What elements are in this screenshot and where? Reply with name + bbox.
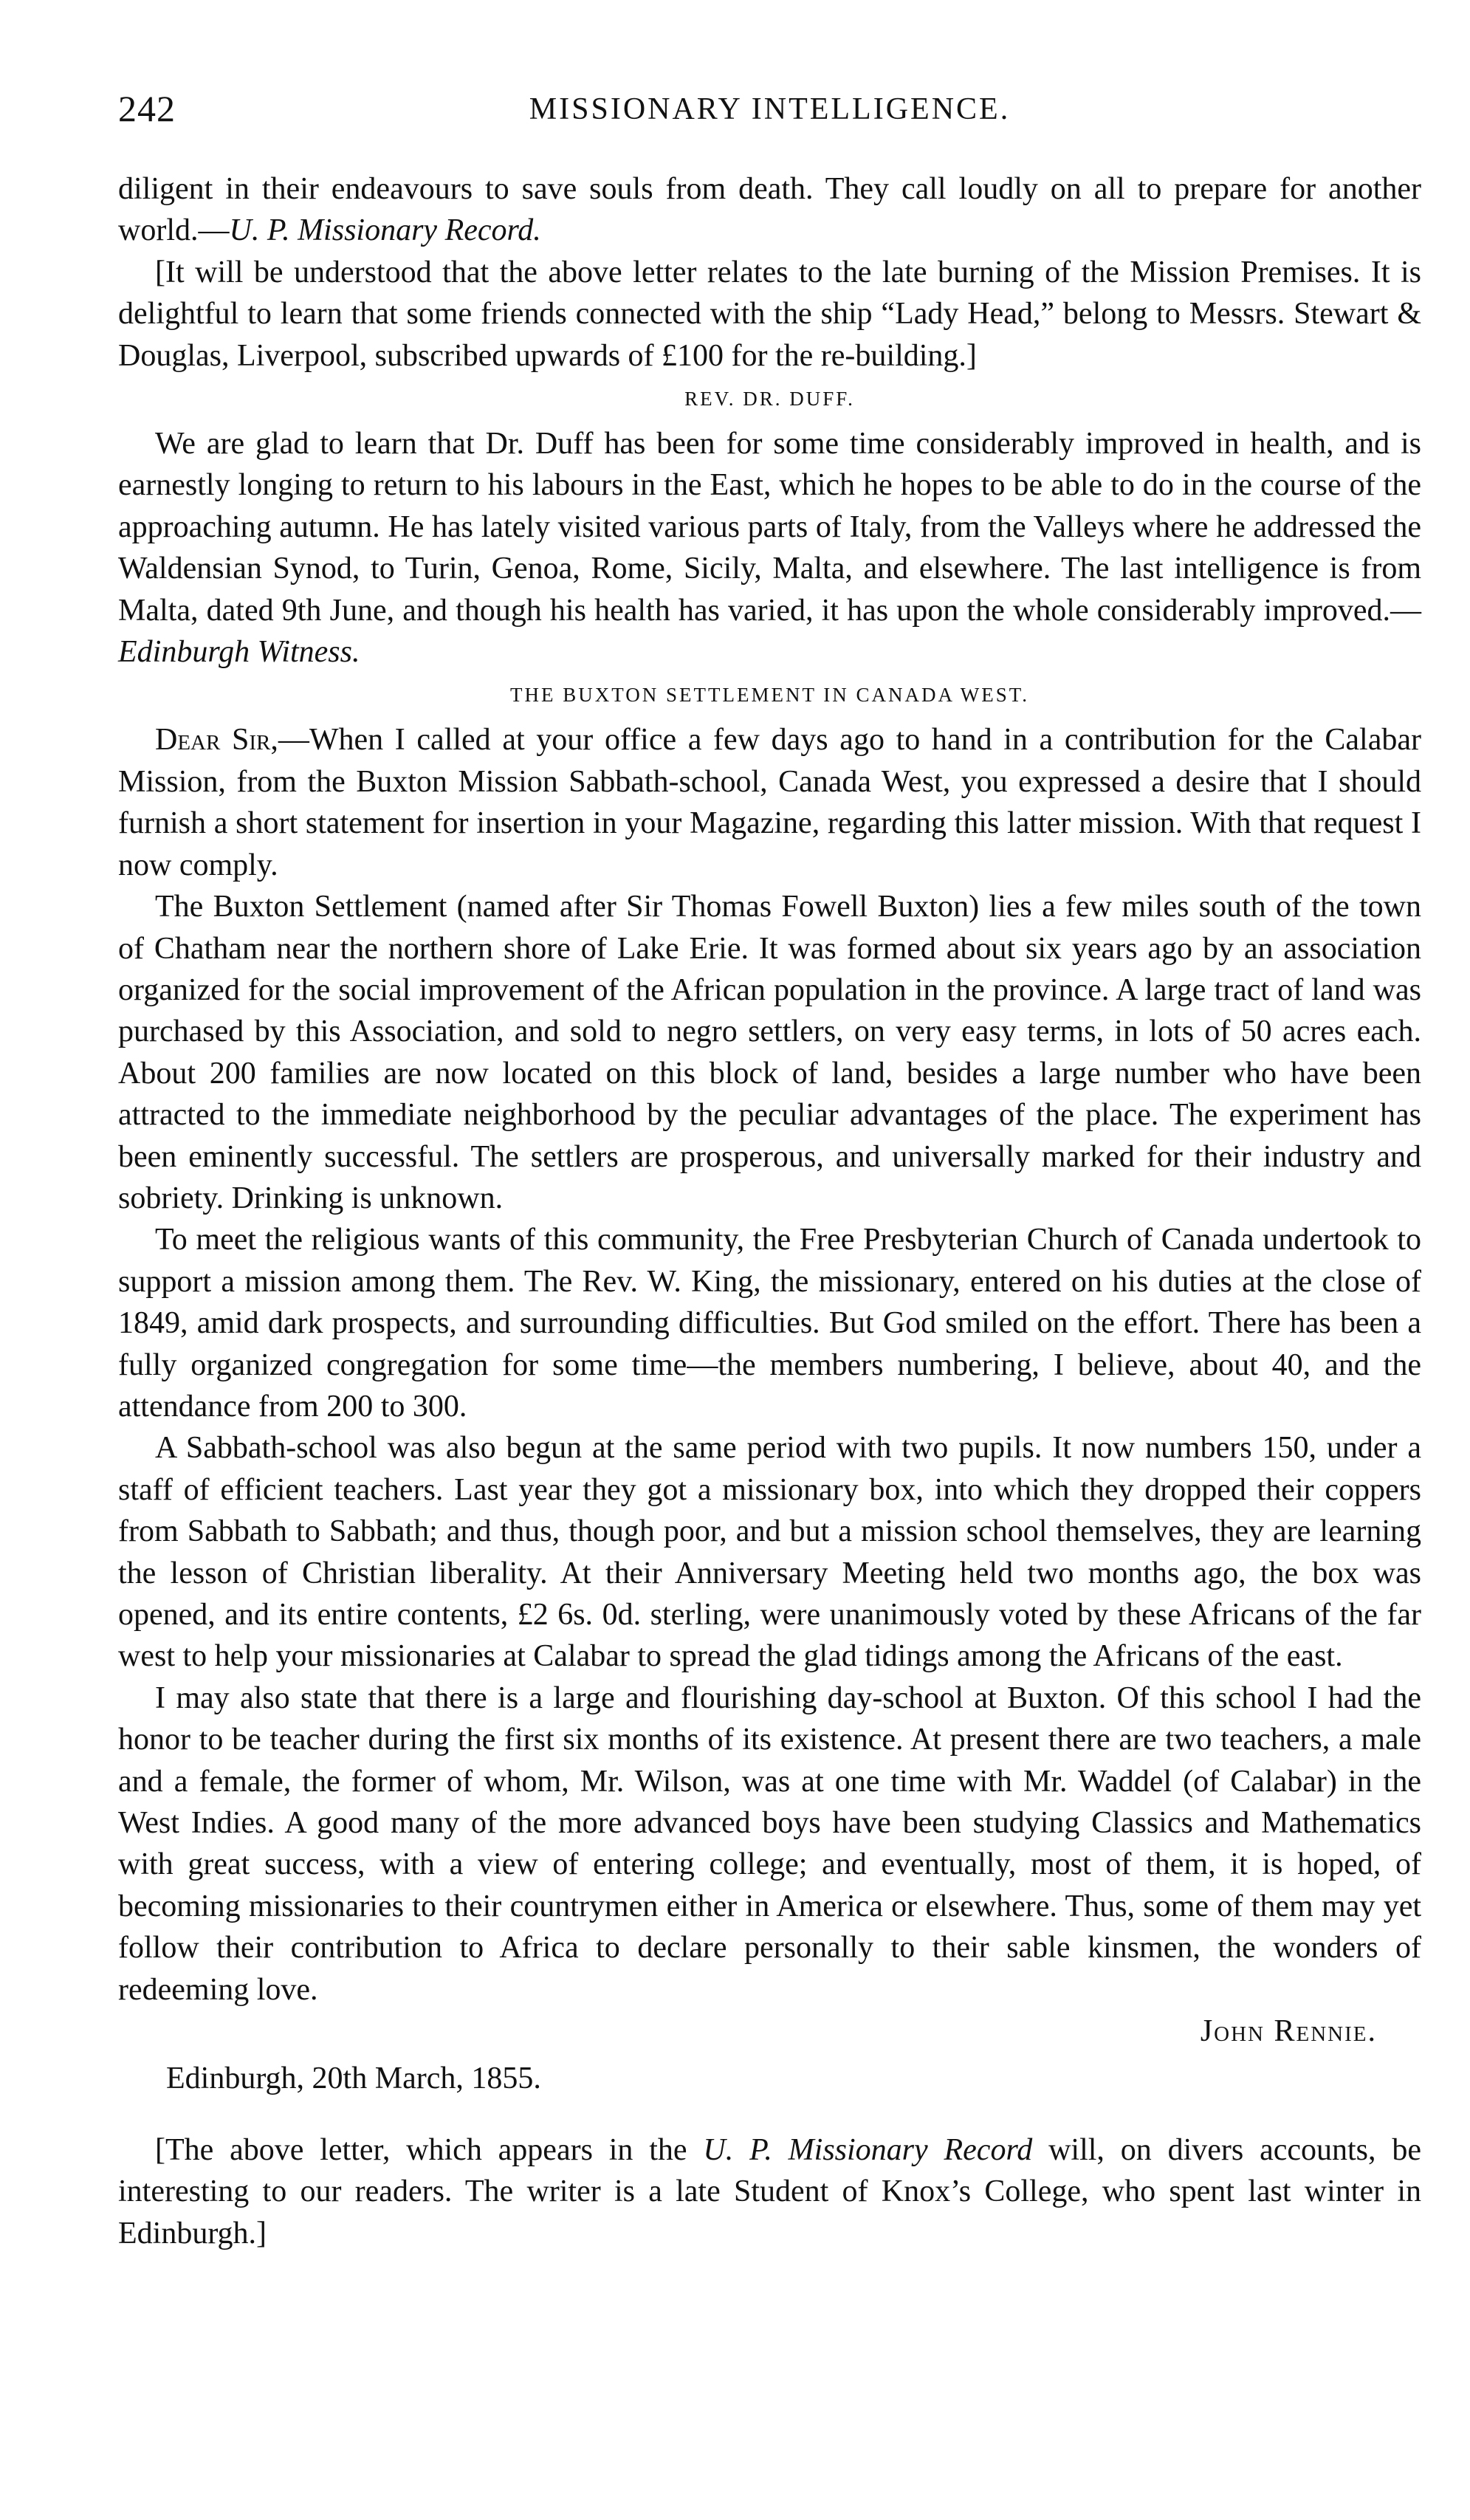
source-citation: Edinburgh Witness.: [118, 635, 360, 670]
continued-text: diligent in their endeavours to save souls from death. They call loudly on all to prepare for another world.—: [118, 172, 1421, 248]
letter-paragraph: To meet the religious wants of this community, the Free Presbyterian Church of Canada undertook to support a mission among them. The Rev. W. King, the missionary, entered on his duties at the close of 1849, amid dark prospects, and surrounding difficulties. But God smiled on the effort. There has been a fully organized congregation for some time—the members numbering, I believe, about 40, and the attendance from 200 to 300.: [118, 1223, 1421, 1424]
running-title: MISSIONARY INTELLIGENCE.: [529, 92, 1011, 126]
salutation: Dear Sir,: [155, 723, 278, 758]
letter-text: —When I called at your office a few days ago to hand in a contribution for the Calabar Mission, from the Buxton Mission Sabbath-school, Canada West, you expressed a desire that I should furnish a short statement for insertion in your Magazine, regarding this latter mission. With that request I now comply.: [118, 723, 1421, 882]
page-content: [118, 168, 1421, 2254]
closing-note: [118, 2129, 1421, 2254]
letter-paragraph: A Sabbath-school was also begun at the same period with two pupils. It now numbers 150, under a staff of efficient teachers. Last year they got a missionary box, into which they dropped their coppers from Sabbath to Sabbath; and thus, though poor, and but a mission school themselves, they are learning the lesson of Christian liberality. At their Anniversary Meeting held two months ago, the box was opened, and its entire contents, £2 6s. 0d. sterling, were unanimously voted by these Africans of the far west to help your missionaries at Calabar to spread the glad tidings among the Africans of the east.: [118, 1431, 1421, 1674]
page-number: 242: [118, 88, 176, 129]
page-header: [118, 87, 1421, 131]
dateline: Edinburgh, 20th March, 1855.: [166, 2061, 541, 2096]
section-heading-buxton: THE BUXTON SETTLEMENT IN CANADA WEST.: [510, 684, 1029, 707]
signature: John Rennie.: [1200, 2014, 1377, 2049]
duff-body: We are glad to learn that Dr. Duff has been for some time considerably improved in health, and is earnestly longing to return to his labours in the East, which he hopes to be able to do in the course of the approaching autumn. He has lately visited various parts of Italy, from the Valleys where he addressed the Waldensian Synod, to Turin, Genoa, Rome, Sicily, Malta, and elsewhere. The last intelligence is from Malta, dated 9th June, and though his health has varied, it has upon the whole considerably improved.—: [118, 427, 1421, 628]
note-text: will, on divers accounts, be interesting to our readers. The writer is a late Student of Knox’s College, who spent last winter in Edinburgh.]: [118, 2132, 1422, 2251]
note-text: [The above letter, which appears in the: [155, 2132, 704, 2167]
letter-paragraph: [118, 719, 1421, 886]
letter-paragraph: The Buxton Settlement (named after Sir Thomas Fowell Buxton) lies a few miles south of the town of Chatham near the northern shore of Lake Erie. It was formed about six years ago by an association organized for the social improvement of the African population in the province. A large tract of land was purchased by this Association, and sold to negro settlers, on very easy terms, in lots of 50 acres each. About 200 families are now located on this block of land, besides a large number who have been attracted to the immediate neighborhood by the peculiar advantages of the place. The experiment has been eminently successful. The settlers are prosperous, and universally marked for their industry and sobriety. Drinking is unknown.: [118, 890, 1421, 1215]
letter-paragraph: I may also state that there is a large and flourishing day-school at Buxton. Of this school I had the honor to be teacher during the first six months of its existence. At present there are two teachers, a male and a female, the former of whom, Mr. Wilson, was at one time with Mr. Waddel (of Calabar) in the West Indies. A good many of the more advanced boys have been studying Classics and Mathematics with great success, with a view of entering college; and eventually, most of them, it is hoped, of becoming missionaries to their countrymen either in America or elsewhere. Thus, some of them may yet follow their contribution to Africa to declare personally to their sable kinsmen, the wonders of redeeming love.: [118, 1680, 1421, 2007]
duff-paragraph: [118, 423, 1421, 673]
source-citation: U. P. Missionary Record: [703, 2132, 1033, 2167]
continued-paragraph: [118, 168, 1421, 252]
source-citation: U. P. Missionary Record.: [229, 213, 541, 248]
editorial-note: [It will be understood that the above letter relates to the late burning of the Mission Premises. It is delightful to learn that some friends connected with the ship “Lady Head,” belong to Messrs. Stewart & Douglas, Liverpool, subscribed upwards of £100 for the re-building.]: [118, 255, 1421, 373]
section-heading-duff: REV. DR. DUFF.: [684, 388, 855, 411]
